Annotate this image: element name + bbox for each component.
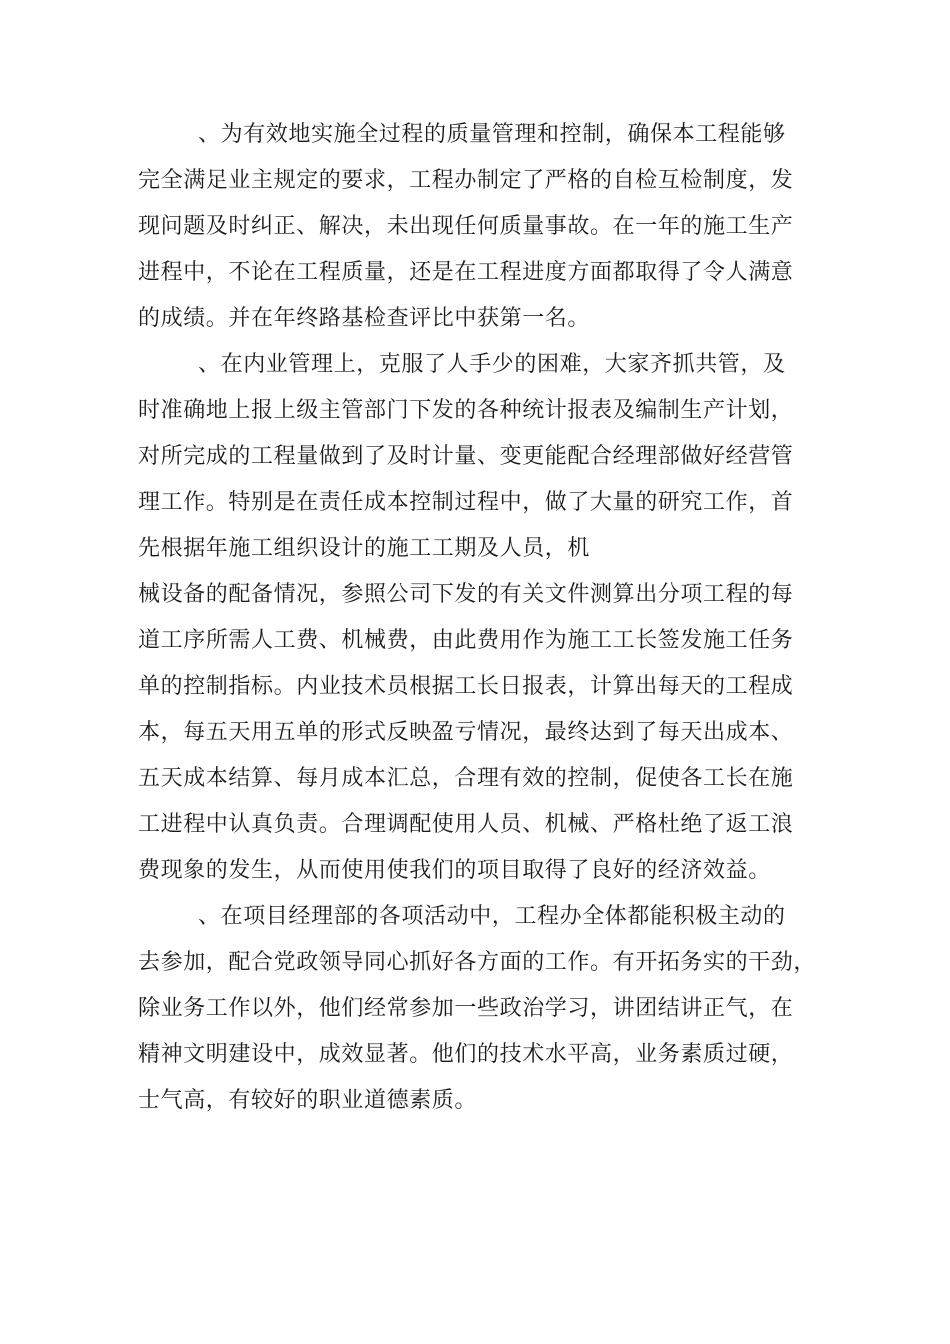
- text-line: 工进程中认真负责。合理调配使用人员、机械、严格杜绝了返工浪: [138, 812, 794, 837]
- text-line: 、为有效地实施全过程的质量管理和控制，确保本工程能够: [198, 122, 786, 147]
- text-line: 道工序所需人工费、机械费，由此费用作为施工工长签发施工任务: [138, 628, 794, 653]
- text-line: 本，每五天用五单的形式反映盈亏情况，最终达到了每天出成本、: [138, 720, 794, 745]
- paragraph-quality-control: [138, 112, 838, 342]
- text-line: 完全满足业主规定的要求，工程办制定了严格的自检互检制度，发: [138, 168, 794, 193]
- text-line: 、在项目经理部的各项活动中，工程办全体都能积极主动的: [198, 904, 786, 929]
- text-line: 精神文明建设中，成效显著。他们的技术水平高，业务素质过硬，: [138, 1042, 794, 1067]
- text-line: 械设备的配备情况，参照公司下发的有关文件测算出分项工程的每: [138, 582, 794, 607]
- text-line: 理工作。特别是在责任成本控制过程中，做了大量的研究工作，首: [138, 490, 794, 515]
- text-line: 去参加，配合党政领导同心抓好各方面的工作。有开拓务实的干劲，: [138, 950, 817, 975]
- text-line: 、在内业管理上，克服了人手少的困难，大家齐抓共管，及: [198, 352, 786, 377]
- paragraph-internal-management: [138, 342, 838, 894]
- text-line: 单的控制指标。内业技术员根据工长日报表，计算出每天的工程成: [138, 674, 794, 699]
- text-line: 现问题及时纠正、解决，未出现任何质量事故。在一年的施工生产: [138, 214, 794, 239]
- paragraph-project-activities: [138, 894, 838, 1124]
- text-line: 五天成本结算、每月成本汇总，合理有效的控制，促使各工长在施: [138, 766, 794, 791]
- text-line: 时准确地上报上级主管部门下发的各种统计报表及编制生产计划，: [138, 398, 794, 423]
- document-body: [138, 112, 838, 1124]
- text-line: 士气高，有较好的职业道德素质。: [138, 1088, 478, 1113]
- text-line: 进程中，不论在工程质量，还是在工程进度方面都取得了令人满意: [138, 260, 794, 285]
- text-line: 先根据年施工组织设计的施工工期及人员，机: [138, 536, 591, 561]
- text-line: 的成绩。并在年终路基检查评比中获第一名。: [138, 306, 591, 331]
- text-line: 对所完成的工程量做到了及时计量、变更能配合经理部做好经营管: [138, 444, 794, 469]
- text-line: 费现象的发生，从而使用使我们的项目取得了良好的经济效益。: [138, 858, 771, 883]
- text-line: 除业务工作以外，他们经常参加一些政治学习，讲团结讲正气，在: [138, 996, 794, 1021]
